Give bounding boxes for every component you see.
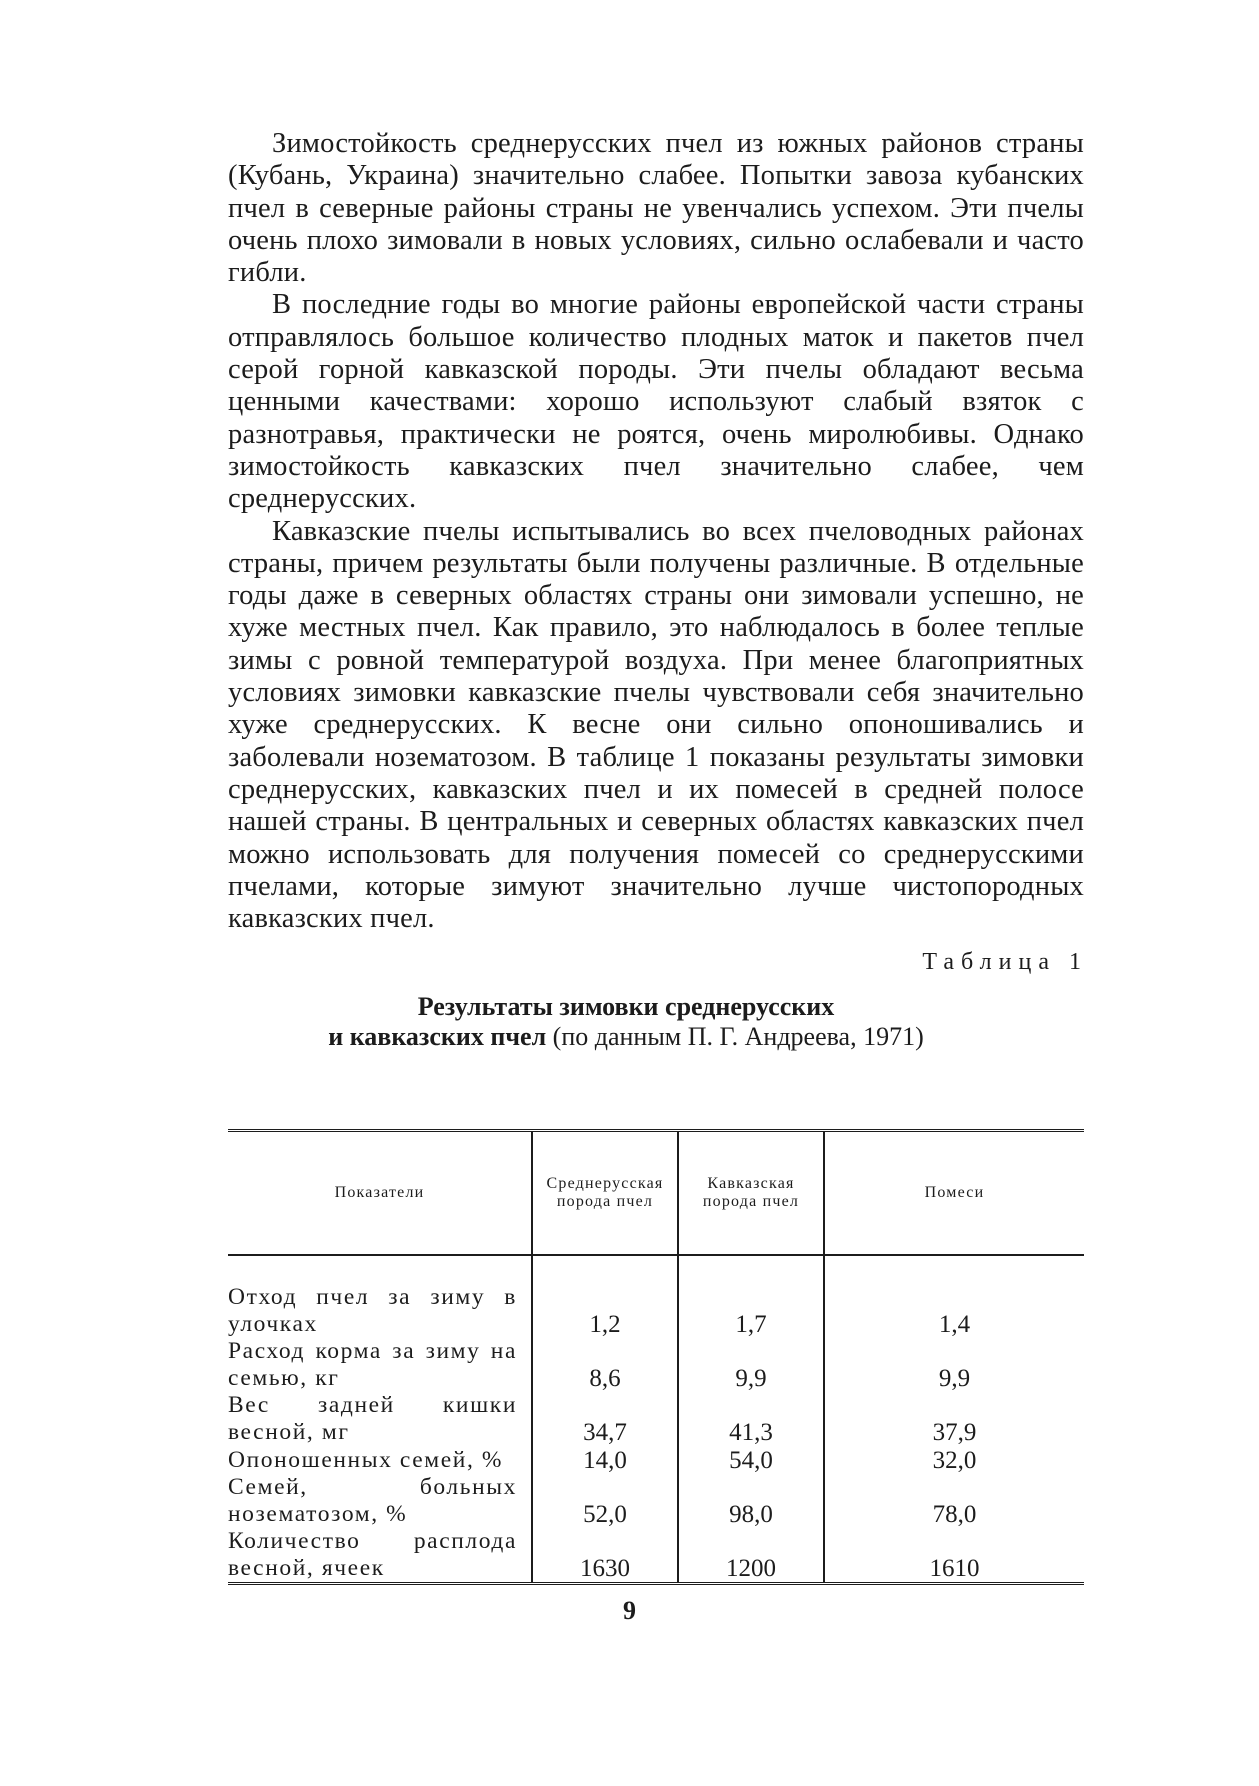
table-title: [168, 992, 1084, 1052]
cell-value: 54,0: [678, 1446, 824, 1474]
cell-value: 9,9: [824, 1338, 1084, 1392]
row-label: Опоношенных семей, %: [228, 1447, 504, 1473]
page-number: 9: [623, 1596, 636, 1625]
cell-value: 41,3: [678, 1392, 824, 1446]
cell-value: 14,0: [532, 1446, 678, 1474]
cell-value: 1630: [532, 1528, 678, 1584]
paragraph: Зимостойкость среднерусских пчел из южных районов страны (Кубань, Украина) значительно слабее. Попытки завоза кубанских пчел в северные районы страны не увенчались успехом. Эти пчелы очень плохо зимовали в новых условиях, сильно ослабевали и часто гибли.: [228, 128, 1084, 289]
paragraph: Кавказские пчелы испытывались во всех пчеловодных районах страны, причем результаты были получены различные. В отдельные годы даже в северных областях страны они зимовали успешно, не хуже местных пчел. Как правило, это наблюдалось в более теплые зимы с ровной температурой воздуха. При менее благоприятных условиях зимовки кавказские пчелы чувствовали себя значительно хуже среднерусских. К весне они сильно опоношивались и заболевали нозематозом. В таблице 1 показаны результаты зимовки среднерусских, кавказских пчел и их помесей в средней полосе нашей страны. В центральных и северных областях кавказских пчел можно использовать для получения помесей со среднерусскими пчелами, которые зимуют значительно лучше чистопородных кавказских пчел.: [228, 515, 1084, 935]
wintering-results-table: [228, 1129, 1084, 1585]
row-label: Семей, больных нозематозом, %: [228, 1474, 517, 1527]
cell-value: 52,0: [532, 1474, 678, 1528]
cell-value: 1,2: [532, 1284, 678, 1338]
header-hybrids: Помеси: [824, 1131, 1084, 1256]
row-label: Расход корма за зиму на семью, кг: [228, 1338, 517, 1391]
header-indicators: Показатели: [228, 1131, 532, 1256]
table-title-line-2-bold: и кавказских пчел: [328, 1022, 547, 1052]
cell-value: 8,6: [532, 1338, 678, 1392]
table-title-line-2-source: (по данным П. Г. Андреева, 1971): [546, 1022, 924, 1052]
table-row: [228, 1474, 1084, 1528]
table-label: Таблица 1: [922, 949, 1088, 976]
table-row: [228, 1338, 1084, 1392]
header-central-russian: Среднерусская порода пчел: [532, 1131, 678, 1256]
cell-value: 9,9: [678, 1338, 824, 1392]
cell-value: 1,7: [678, 1284, 824, 1338]
table-title-line-2: [168, 1022, 1084, 1052]
table-header-row: [228, 1131, 1084, 1256]
cell-value: 1200: [678, 1528, 824, 1584]
table-title-line-1: Результаты зимовки среднерусских: [417, 992, 835, 1022]
cell-value: 32,0: [824, 1446, 1084, 1474]
cell-value: 1610: [824, 1528, 1084, 1584]
row-label: Количество расплода весной, ячеек: [228, 1528, 517, 1581]
cell-value: 78,0: [824, 1474, 1084, 1528]
table-row: [228, 1446, 1084, 1474]
cell-value: 37,9: [824, 1392, 1084, 1446]
table-row: [228, 1284, 1084, 1338]
cell-value: 98,0: [678, 1474, 824, 1528]
row-label: Отход пчел за зиму в улочках: [228, 1284, 517, 1337]
table-row: [228, 1528, 1084, 1584]
row-label: Вес задней кишки весной, мг: [228, 1392, 517, 1445]
cell-value: 34,7: [532, 1392, 678, 1446]
header-caucasian: Кавказская порода пчел: [678, 1131, 824, 1256]
page-body: [228, 128, 1088, 1052]
paragraph: В последние годы во многие районы европейской части страны отправлялось большое количество плодных маток и пакетов пчел серой горной кавказской породы. Эти пчелы обладают весьма ценными качествами: хорошо используют слабый взяток с разнотравья, практически не роятся, очень миролюбивы. Однако зимостойкость кавказских пчел значительно слабее, чем среднерусских.: [228, 289, 1084, 515]
table-spacer-row: [228, 1255, 1084, 1284]
table-row: [228, 1392, 1084, 1446]
cell-value: 1,4: [824, 1284, 1084, 1338]
